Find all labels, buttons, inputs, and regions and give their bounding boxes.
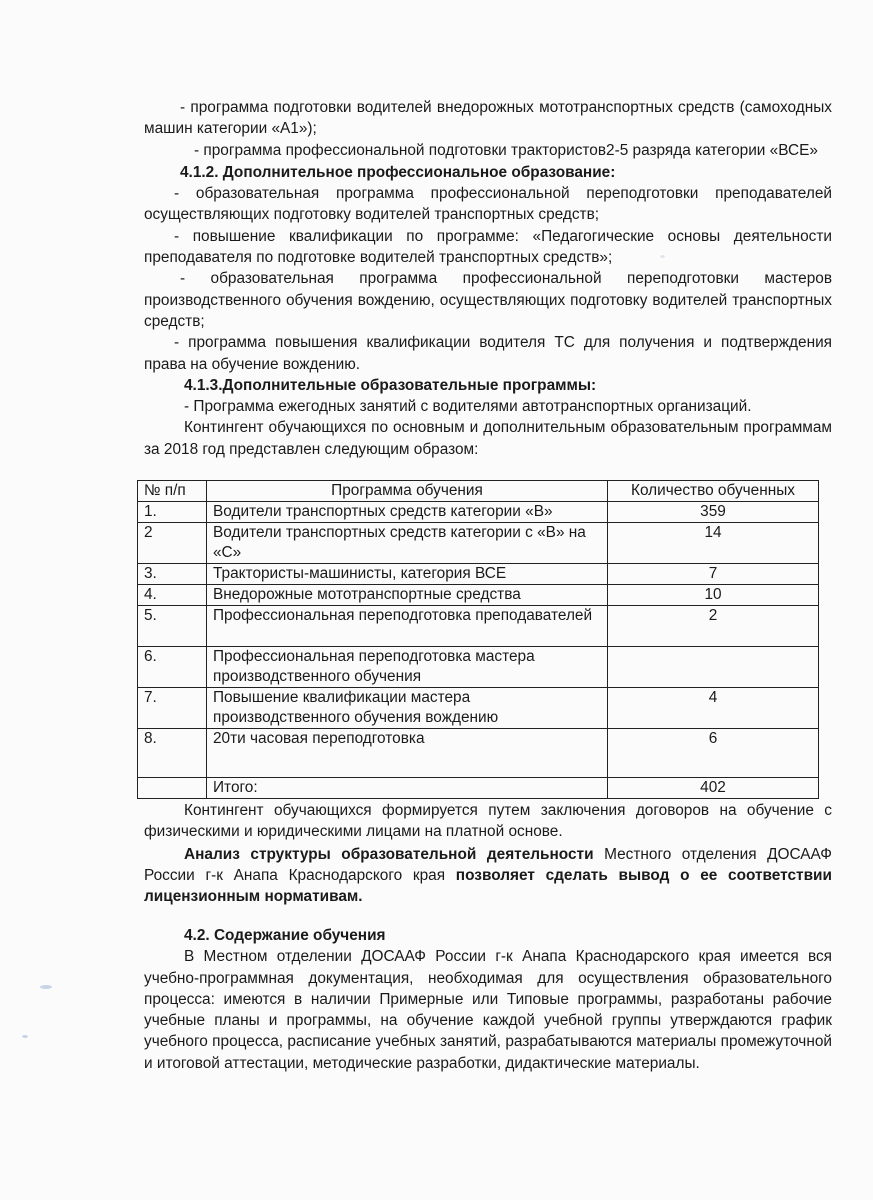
scan-mark <box>22 1035 28 1038</box>
cell-program: Повышение квалификации мастера производственного обучения вождению <box>207 688 608 729</box>
cell-program: Водители транспортных средств категории с «В» на «С» <box>207 523 608 564</box>
heading-4-1-3: 4.1.3.Дополнительные образовательные программы: <box>184 376 597 394</box>
contingent-table <box>137 480 819 799</box>
cell-count: 7 <box>608 564 819 585</box>
table-row <box>138 729 819 778</box>
header-num: № п/п <box>138 481 207 502</box>
analysis-normal: Местного отделения ДОСААФ России г-к Анапа Краснодарского края <box>144 845 832 884</box>
table-row <box>138 564 819 585</box>
cell-program: 20ти часовая переподготовка <box>207 729 608 778</box>
analysis-bold-1: Анализ структуры образовательной деятельности <box>184 845 594 863</box>
scan-mark <box>40 985 52 989</box>
paragraph-contingent-intro: Контингент обучающихся по основным и дополнительным образовательным программам за 2018 год представлен следующим образом: <box>144 419 832 458</box>
table-row <box>138 502 819 523</box>
table-total-row <box>138 778 819 799</box>
cell-num: 5. <box>138 606 207 647</box>
cell-num: 6. <box>138 647 207 688</box>
cell-num <box>138 778 207 799</box>
cell-num: 1. <box>138 502 207 523</box>
document-body-after-table <box>144 800 832 907</box>
cell-program: Профессиональная переподготовка мастера производственного обучения <box>207 647 608 688</box>
cell-num: 3. <box>138 564 207 585</box>
cell-num: 2 <box>138 523 207 564</box>
document-body-top <box>144 97 832 460</box>
table-row <box>138 523 819 564</box>
cell-total-count: 402 <box>608 778 819 799</box>
heading-4-1-2: 4.1.2. Дополнительное профессиональное образование: <box>180 163 616 181</box>
analysis-bold-2: позволяет сделать вывод о ее соответствии лицензионным нормативам. <box>144 866 832 906</box>
paragraph-program-a1: - программа подготовки водителей внедорожных мототранспортных средств (самоходных машин категории «А1»); <box>144 99 832 138</box>
cell-program: Внедорожные мототранспортные средства <box>207 585 608 606</box>
cell-num: 4. <box>138 585 207 606</box>
cell-count: 359 <box>608 502 819 523</box>
cell-count: 10 <box>608 585 819 606</box>
paragraph-content: В Местном отделении ДОСААФ России г-к Анапа Краснодарского края имеется вся учебно-программная документация, необходимая для осуществления образовательного процесса: имеются в наличии Примерные или Типовые программы, разработаны рабочие учебные планы и программы, на обучение каждой учебной группы утверждаются график учебного процесса, расписание учебных занятий, разрабатываются материалы промежуточной и итоговой аттестации, методические разработки, дидактические материалы. <box>144 948 832 1072</box>
scan-mark <box>660 255 665 258</box>
header-program: Программа обучения <box>207 481 608 502</box>
cell-count: 2 <box>608 606 819 647</box>
cell-count: 6 <box>608 729 819 778</box>
heading-4-2: 4.2. Содержание обучения <box>184 927 386 944</box>
list-item: - программа повышения квалификации водителя ТС для получения и подтверждения права на обучение вождению. <box>144 334 832 373</box>
table-row <box>138 606 819 647</box>
cell-program: Водители транспортных средств категории «В» <box>207 502 608 523</box>
section-4-2 <box>144 925 832 1074</box>
cell-count <box>608 647 819 688</box>
table-header-row <box>138 481 819 502</box>
cell-program: Профессиональная переподготовка преподавателей <box>207 606 608 647</box>
table-row <box>138 585 819 606</box>
cell-num: 8. <box>138 729 207 778</box>
cell-count: 4 <box>608 688 819 729</box>
list-item: - образовательная программа профессиональной переподготовки мастеров производственного обучения вождению, осуществляющих подготовку водителей транспортных средств; <box>144 270 832 330</box>
table-row <box>138 688 819 729</box>
list-item: - повышение квалификации по программе: «Педагогические основы деятельности преподавателя по подготовке водителей транспортных средств»; <box>144 227 832 267</box>
list-item: - Программа ежегодных занятий с водителями автотранспортных организаций. <box>184 398 752 416</box>
cell-count: 14 <box>608 523 819 564</box>
paragraph-program-tractor: - программа профессиональной подготовки трактористов2-5 разряда категории «ВСЕ» <box>194 141 818 159</box>
cell-program: Трактористы-машинисты, категория ВСЕ <box>207 564 608 585</box>
cell-num: 7. <box>138 688 207 729</box>
cell-total-label: Итого: <box>207 778 608 799</box>
paragraph-contingent: Контингент обучающихся формируется путем заключения договоров на обучение с физическими и юридическими лицами на платной основе. <box>144 802 832 841</box>
table-row <box>138 647 819 688</box>
list-item: - образовательная программа профессиональной переподготовки преподавателей осуществляющих подготовку водителей транспортных средств; <box>144 185 832 224</box>
paragraph-analysis <box>144 844 832 908</box>
header-count: Количество обученных <box>608 481 819 502</box>
